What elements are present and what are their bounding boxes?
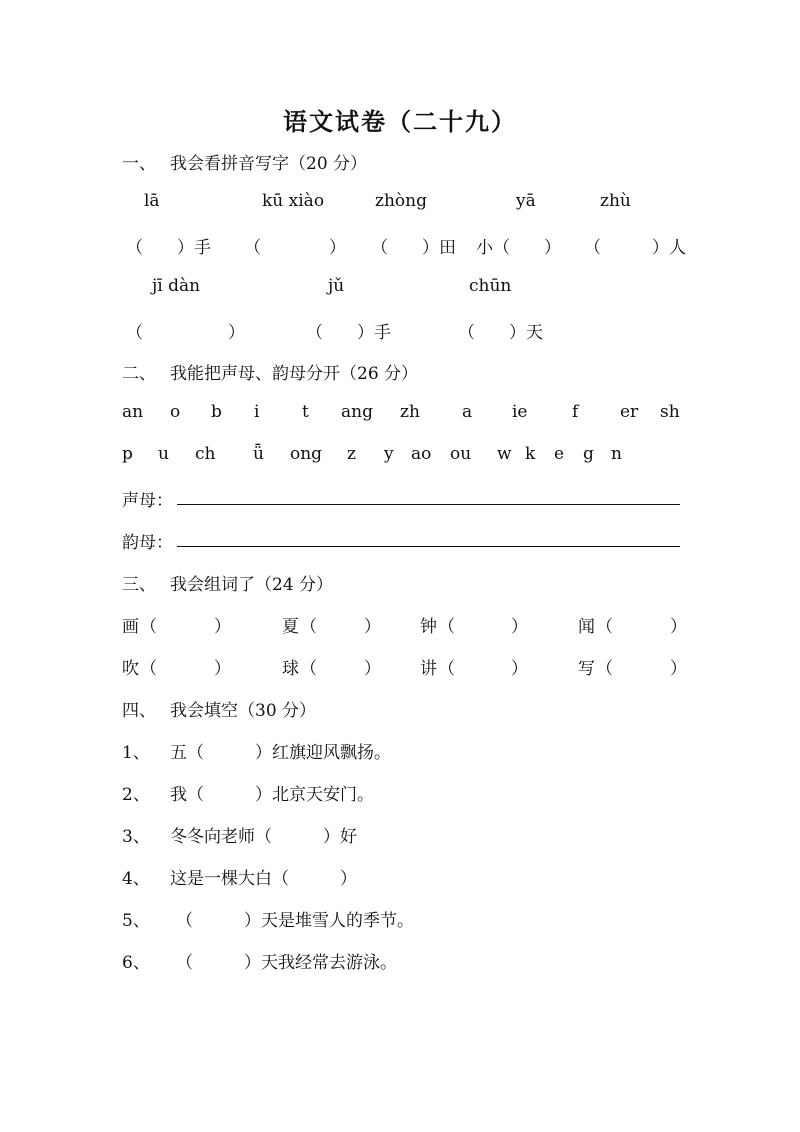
letter-er: er bbox=[620, 402, 639, 422]
word-open-wen: （ bbox=[596, 617, 613, 637]
section1-number: 一、 bbox=[122, 154, 156, 174]
section4-number: 四、 bbox=[122, 701, 156, 721]
pinyin-zhong: zhòng bbox=[375, 191, 427, 211]
fill-item-number: 1、 bbox=[122, 743, 150, 763]
fill-item-text: （ ）天我经常去游泳。 bbox=[176, 953, 397, 973]
section3-heading: 我会组词了（24 分） bbox=[170, 575, 334, 595]
word-char-xia: 夏 bbox=[282, 617, 299, 637]
letter-f: f bbox=[572, 402, 579, 422]
letter-w: w bbox=[497, 444, 512, 464]
word-char-zhong: 钟 bbox=[420, 617, 437, 637]
word-char-hua: 画 bbox=[122, 617, 139, 637]
word-open-xia: （ bbox=[300, 617, 317, 637]
blank-la-shou: （ ）手 bbox=[126, 238, 211, 258]
blank-jidan: （ ） bbox=[126, 323, 245, 343]
yunmu-answer-line[interactable] bbox=[177, 546, 680, 547]
blank-xiao-ya: 小（ ） bbox=[476, 238, 561, 258]
section3-number: 三、 bbox=[122, 575, 156, 595]
letter-ch: ch bbox=[195, 444, 216, 464]
word-close-jiang: ） bbox=[511, 659, 528, 679]
letter-p: p bbox=[122, 444, 133, 464]
word-open-qiu: （ bbox=[300, 659, 317, 679]
page-title: 语文试卷（二十九） bbox=[283, 107, 517, 136]
yunmu-label: 韵母： bbox=[122, 533, 173, 553]
fill-item-number: 2、 bbox=[122, 785, 150, 805]
word-char-wen: 闻 bbox=[578, 617, 595, 637]
fill-item-number: 3、 bbox=[122, 827, 150, 847]
fill-item-text: （ ）天是堆雪人的季节。 bbox=[176, 911, 414, 931]
word-close-chui: ） bbox=[214, 659, 231, 679]
fill-item-number: 4、 bbox=[122, 869, 150, 889]
word-char-qiu: 球 bbox=[282, 659, 299, 679]
pinyin-jidan: jī dàn bbox=[152, 276, 201, 296]
word-close-xie: ） bbox=[670, 659, 687, 679]
word-char-jiang: 讲 bbox=[420, 659, 437, 679]
letter-t: t bbox=[302, 402, 309, 422]
letter-b: b bbox=[211, 402, 222, 422]
letter-zh: zh bbox=[400, 402, 420, 422]
letter-u-umlaut: ǖ bbox=[253, 444, 264, 464]
word-close-xia: ） bbox=[364, 617, 381, 637]
pinyin-chun: chūn bbox=[469, 276, 512, 296]
word-char-xie: 写 bbox=[578, 659, 595, 679]
blank-chun-tian: （ ）天 bbox=[458, 323, 543, 343]
section4-heading: 我会填空（30 分） bbox=[170, 701, 317, 721]
word-open-jiang: （ bbox=[438, 659, 455, 679]
letter-o: o bbox=[170, 402, 181, 422]
word-open-zhong: （ bbox=[438, 617, 455, 637]
letter-ong: ong bbox=[290, 444, 323, 464]
letter-a: a bbox=[462, 402, 473, 422]
word-close-wen: ） bbox=[670, 617, 687, 637]
fill-item-text: 五（ ）红旗迎风飘扬。 bbox=[170, 743, 391, 763]
section2-number: 二、 bbox=[122, 364, 156, 384]
letter-k: k bbox=[525, 444, 536, 464]
fill-item-number: 6、 bbox=[122, 953, 150, 973]
shengmu-label: 声母： bbox=[122, 491, 173, 511]
letter-an: an bbox=[122, 402, 144, 422]
pinyin-ju: jǔ bbox=[328, 276, 345, 296]
letter-g: g bbox=[583, 444, 594, 464]
word-close-qiu: ） bbox=[364, 659, 381, 679]
blank-ju-shou: （ ）手 bbox=[306, 323, 391, 343]
letter-ie: ie bbox=[512, 402, 528, 422]
word-close-hua: ） bbox=[214, 617, 231, 637]
letter-e: e bbox=[554, 444, 565, 464]
letter-ou: ou bbox=[450, 444, 472, 464]
letter-n: n bbox=[611, 444, 622, 464]
blank-zhu-ren: （ ）人 bbox=[584, 238, 686, 258]
letter-sh: sh bbox=[660, 402, 680, 422]
word-open-chui: （ bbox=[140, 659, 157, 679]
fill-item-text: 我（ ）北京天安门。 bbox=[170, 785, 374, 805]
letter-y: y bbox=[384, 444, 394, 464]
letter-z: z bbox=[347, 444, 356, 464]
pinyin-ya: yā bbox=[516, 191, 536, 211]
pinyin-kuxiao: kū xiào bbox=[262, 191, 325, 211]
word-close-zhong: ） bbox=[511, 617, 528, 637]
letter-ao: ao bbox=[411, 444, 432, 464]
word-char-chui: 吹 bbox=[122, 659, 139, 679]
blank-kuxiao: （ ） bbox=[244, 238, 346, 258]
section2-heading: 我能把声母、韵母分开（26 分） bbox=[170, 364, 419, 384]
letter-i: i bbox=[254, 402, 260, 422]
fill-item-number: 5、 bbox=[122, 911, 150, 931]
word-open-xie: （ bbox=[596, 659, 613, 679]
blank-zhong-tian: （ ）田 bbox=[371, 238, 456, 258]
word-open-hua: （ bbox=[140, 617, 157, 637]
pinyin-zhu: zhù bbox=[600, 191, 631, 211]
shengmu-answer-line[interactable] bbox=[177, 504, 680, 505]
letter-ang: ang bbox=[341, 402, 373, 422]
fill-item-text: 冬冬向老师（ ）好 bbox=[170, 827, 357, 847]
section1-heading: 我会看拼音写字（20 分） bbox=[170, 154, 368, 174]
fill-item-text: 这是一棵大白（ ） bbox=[170, 869, 357, 889]
pinyin-la: lā bbox=[144, 191, 160, 211]
letter-u: u bbox=[158, 444, 169, 464]
